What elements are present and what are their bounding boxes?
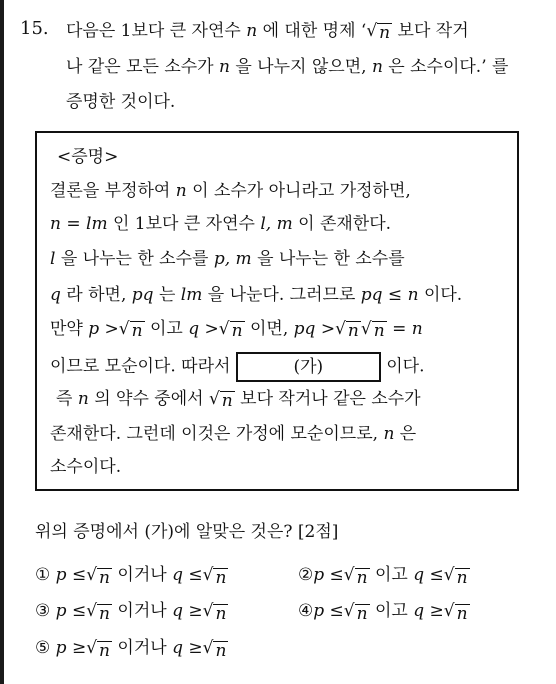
stem-text: 에 대한 명제 ‘ (262, 21, 367, 41)
sqrt-n: √ n (118, 319, 143, 341)
stem-line-1 (66, 20, 469, 42)
sqrt-n: √ n (208, 389, 233, 411)
sqrt-n: √ n (335, 319, 359, 341)
proof-line-2: n = lm 인 1보다 큰 자연수 l, m 이 존재한다. (50, 214, 392, 234)
proof-line-6: 이므로 모순이다. 따라서 (가) 이다. (50, 352, 425, 382)
option-4[interactable]: ④p ≤ √ n 이고 q ≥ √ n (298, 601, 468, 624)
blank-ga-box: (가) (236, 352, 381, 382)
option-1[interactable]: ① p ≤ √ n 이거나 q ≤ √ n (35, 565, 227, 588)
sqrt-n: √ n (218, 319, 243, 341)
proof-line-9: 소수이다. (50, 457, 122, 477)
stem-text: 보다 작거 (397, 21, 469, 41)
option-3[interactable]: ③ p ≤ √ n 이거나 q ≥ √ n (35, 601, 227, 624)
proof-line-1: 결론을 부정하여 n 이 소수가 아니라고 가정하면, (50, 181, 411, 201)
stem-text: 을 나누지 않으면, (235, 57, 367, 77)
stem-text: 다음은 1보다 큰 자연수 (66, 21, 241, 41)
proof-line-3: l 을 나누는 한 소수를 p, m 을 나누는 한 소수를 (50, 249, 405, 269)
proof-line-7: 즉 n 의 약수 중에서 √ n 보다 작거나 같은 소수가 (56, 389, 421, 411)
stem-line-3: 증명한 것이다. (66, 92, 176, 112)
question-prompt: 위의 증명에서 (가)에 알맞은 것은? [2점] (35, 522, 339, 542)
proof-line-8: 존재한다. 그런데 이것은 가정에 모순이므로, n 은 (50, 424, 417, 444)
var-n: n (246, 21, 258, 41)
var-n: n (219, 57, 230, 77)
sqrt-n: √ n (366, 21, 391, 43)
left-border (0, 0, 4, 684)
proof-heading: <증명> (57, 147, 119, 167)
stem-text: 은 소수이다.’ 를 (388, 57, 509, 77)
stem-text: 나 같은 모든 소수가 (66, 57, 214, 77)
option-5[interactable]: ⑤ p ≥ √ n 이거나 q ≥ √ n (35, 638, 227, 661)
proof-line-5: 만약 p > √ n 이고 q > √ n 이면, pq > √ n √ n = n (50, 319, 423, 341)
proof-line-4: q 라 하면, pq 는 lm 을 나눈다. 그러므로 pq ≤ n 이다. (50, 285, 463, 305)
question-number: 15. (20, 18, 49, 39)
sqrt-n: √ n (360, 319, 385, 341)
option-2[interactable]: ②p ≤ √ n 이고 q ≤ √ n (298, 565, 468, 588)
var-n: n (371, 57, 383, 77)
stem-line-2 (66, 56, 508, 78)
